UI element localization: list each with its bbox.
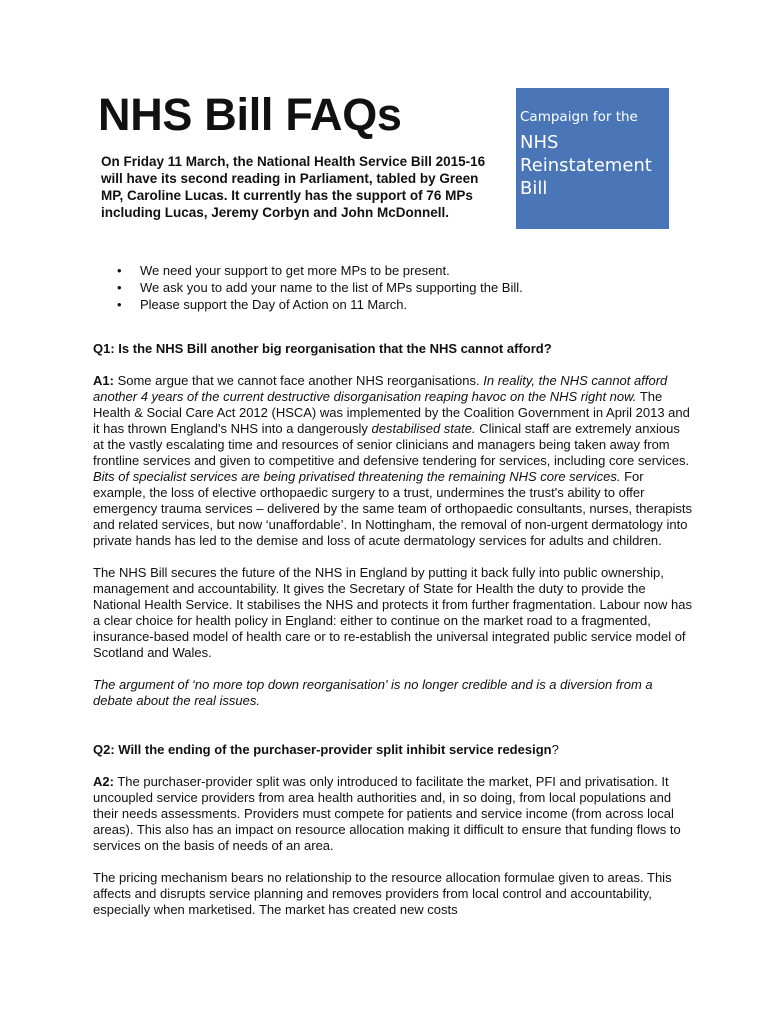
logo-line-reinstatement: Reinstatement	[520, 155, 652, 176]
question-1: Q1: Is the NHS Bill another big reorganisation that the NHS cannot afford?	[93, 341, 552, 356]
answer-text: For example, the loss of elective orthopaedic surgery to a trust, undermines the trust's ability to offer emergency trauma services – delivered by the same team of orthopaedic consultants, nurses, therapists and related services, but now ‘unaffordable’. In Nottingham, the removal of non-urgent dermatology into private hands has led to the demise and loss of acute dermatology services for adults and children.	[93, 469, 693, 548]
intro-paragraph: On Friday 11 March, the National Health Service Bill 2015-16 will have its second reading in Parliament, tabled by Green MP, Caroline Lucas. It currently has the support of 76 MPs including Lucas, Jeremy Corbyn and John McDonnell.	[101, 154, 486, 220]
answer-2-label: A2:	[93, 774, 114, 789]
bullet-icon: •	[117, 297, 122, 312]
answer-text: Some argue that we cannot face another NHS reorganisations.	[113, 373, 484, 388]
list-item	[117, 279, 523, 296]
answer-1-paragraph-1	[93, 373, 693, 549]
question-2	[93, 742, 693, 758]
list-item	[117, 262, 523, 279]
bullet-text: Please support the Day of Action on 11 March.	[140, 297, 408, 312]
question-2-text: Q2: Will the ending of the purchaser-provider split inhibit service redesign	[93, 742, 552, 757]
question-2-mark: ?	[551, 742, 559, 757]
answer-text: The purchaser-provider split was only introduced to facilitate the market, PFI and privatisation. It uncoupled service providers from area health authorities and, in so doing, from local populations and their needs assessments. Providers must compete for patients and service income (from across local areas). This also has an impact on resource allocation making it difficult to ensure that funding flows to services on the basis of needs of an area.	[93, 774, 681, 853]
answer-2-paragraph-1	[93, 774, 693, 854]
logo-line-nhs: NHS	[520, 132, 559, 153]
faq-body	[93, 341, 693, 918]
answer-1-label: A1:	[93, 373, 114, 388]
bullet-text: We need your support to get more MPs to be present.	[140, 263, 450, 278]
answer-emphasis: Bits of specialist services are being privatised threatening the remaining NHS core services.	[93, 469, 621, 484]
logo-line-bill: Bill	[520, 178, 548, 199]
answer-1-paragraph-3	[93, 677, 693, 709]
support-bullet-list	[117, 262, 523, 313]
answer-emphasis: destabilised state.	[371, 421, 476, 436]
list-item	[117, 296, 523, 313]
bullet-text: We ask you to add your name to the list of MPs supporting the Bill.	[140, 280, 523, 295]
bullet-icon: •	[117, 263, 122, 278]
answer-emphasis: The argument of ‘no more top down reorganisation' is no longer credible and is a diversion from a debate about the real issues.	[93, 677, 653, 708]
bullet-icon: •	[117, 280, 122, 295]
answer-emphasis: In reality, the NHS cannot afford another 4 years of the current destructive disorganisation reaping havoc on the NHS right now.	[93, 373, 668, 404]
answer-2-paragraph-2: The pricing mechanism bears no relationship to the resource allocation formulae given to areas. This affects and disrupts service planning and removes providers from local control and accountability, especially when marketised. The market has created new costs	[93, 870, 672, 917]
logo-line-campaign: Campaign for the	[520, 109, 638, 125]
answer-text: The Health & Social Care Act 2012 (HSCA) was implemented by the Coalition Government in April 2013 and it has thrown England's NHS into a dangerously	[93, 389, 690, 436]
campaign-logo	[516, 88, 669, 229]
page-title: NHS Bill FAQs	[98, 89, 402, 140]
answer-1-paragraph-2: The NHS Bill secures the future of the NHS in England by putting it back fully into public ownership, management and accountability. It gives the Secretary of State for Health the duty to provide the National Health Service. It stabilises the NHS and protects it from further fragmentation. Labour now has a clear choice for health policy in England: either to continue on the market road to a fragmented, insurance-based model of health care or to re-establish the universal integrated public service model of Scotland and Wales.	[93, 565, 693, 660]
answer-text: Clinical staff are extremely anxious at the vastly escalating time and resources of senior clinicians and managers being taken away from frontline services and given to competitive and defensive tendering for services, including core services.	[93, 421, 690, 468]
